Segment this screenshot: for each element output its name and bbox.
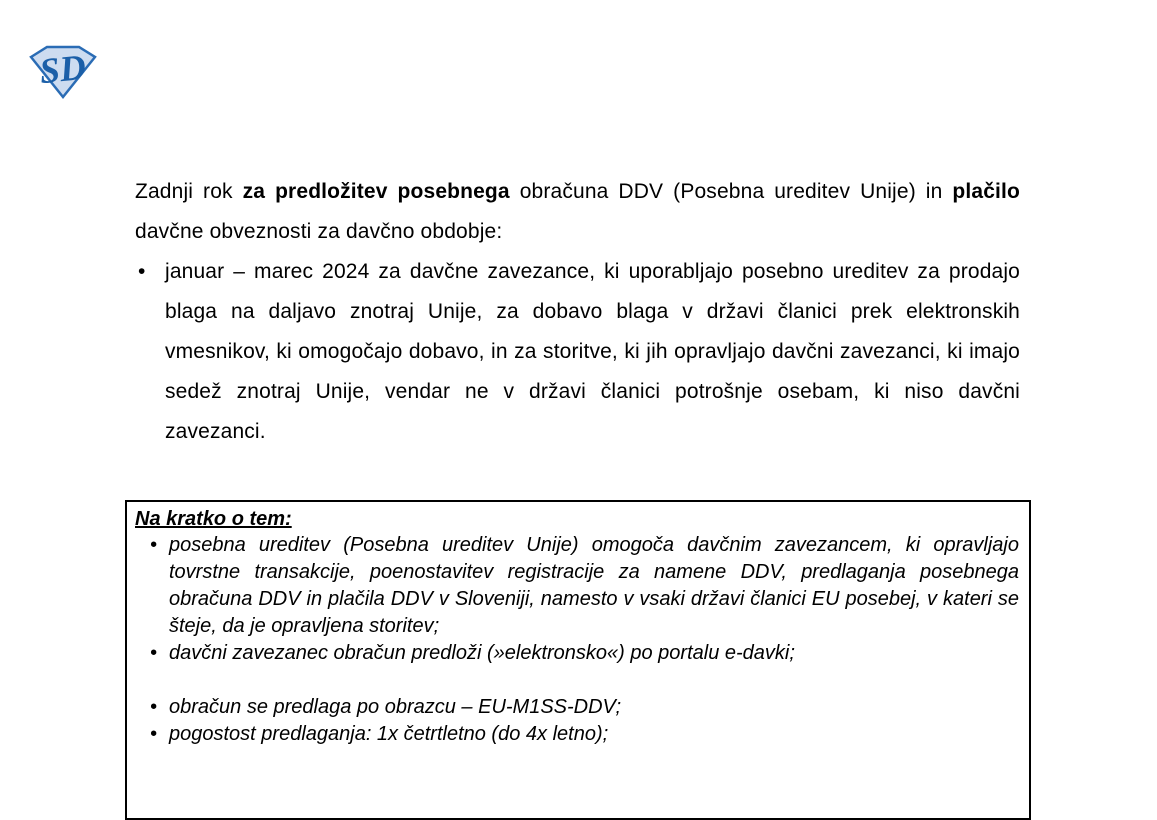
list-item: • januar – marec 2024 za davčne zavezance, ki uporabljajo posebno ureditev za prodajo blaga na daljavo znotraj Unije, za dobavo blaga v državi članici prek elektronskih vmesnikov, ki omogočajo dobavo, in za storitve, ki jih opravljajo davčni zavezanci, ki imajo sedež znotraj Unije, vendar ne v državi članici potrošnje osebam, ki niso davčni zavezanci. — [135, 252, 1020, 452]
list-item: • davčni zavezanec obračun predloži (»elektronsko«) po portalu e-davki; — [135, 640, 1019, 667]
list-item: • obračun se predlaga po obrazcu – EU-M1SS-DDV; — [135, 694, 1019, 721]
list-item: • pogostost predlaganja: 1x četrtletno (do 4x letno); — [135, 721, 1019, 748]
intro-segment: davčne obveznosti za davčno obdobje: — [135, 220, 503, 243]
intro-paragraph — [135, 172, 1020, 252]
info-box-title: Na kratko o tem: — [135, 508, 292, 530]
main-content — [135, 172, 1020, 452]
intro-segment: plačilo — [952, 180, 1020, 203]
intro-segment: za predložitev posebnega — [242, 180, 510, 203]
main-bullet-list — [135, 252, 1020, 452]
intro-segment: obračuna DDV (Posebna ureditev Unije) in — [509, 180, 953, 203]
list-item: • posebna ureditev (Posebna ureditev Unije) omogoča davčnim zavezancem, ki opravljajo tovrstne transakcije, poenostavitev registracije za namene DDV, predlaganja posebnega obračuna DDV in plačila DDV v Sloveniji, namesto v vsaki državi članici EU posebej, v kateri se šteje, da je opravljena storitev; — [135, 532, 1019, 640]
sd-diamond-logo — [25, 44, 101, 100]
logo-letters: SD — [37, 46, 88, 92]
info-box-bullet-list — [135, 532, 1019, 748]
info-box — [125, 500, 1031, 820]
list-item — [135, 667, 1019, 694]
intro-segment: Zadnji rok — [135, 180, 243, 203]
